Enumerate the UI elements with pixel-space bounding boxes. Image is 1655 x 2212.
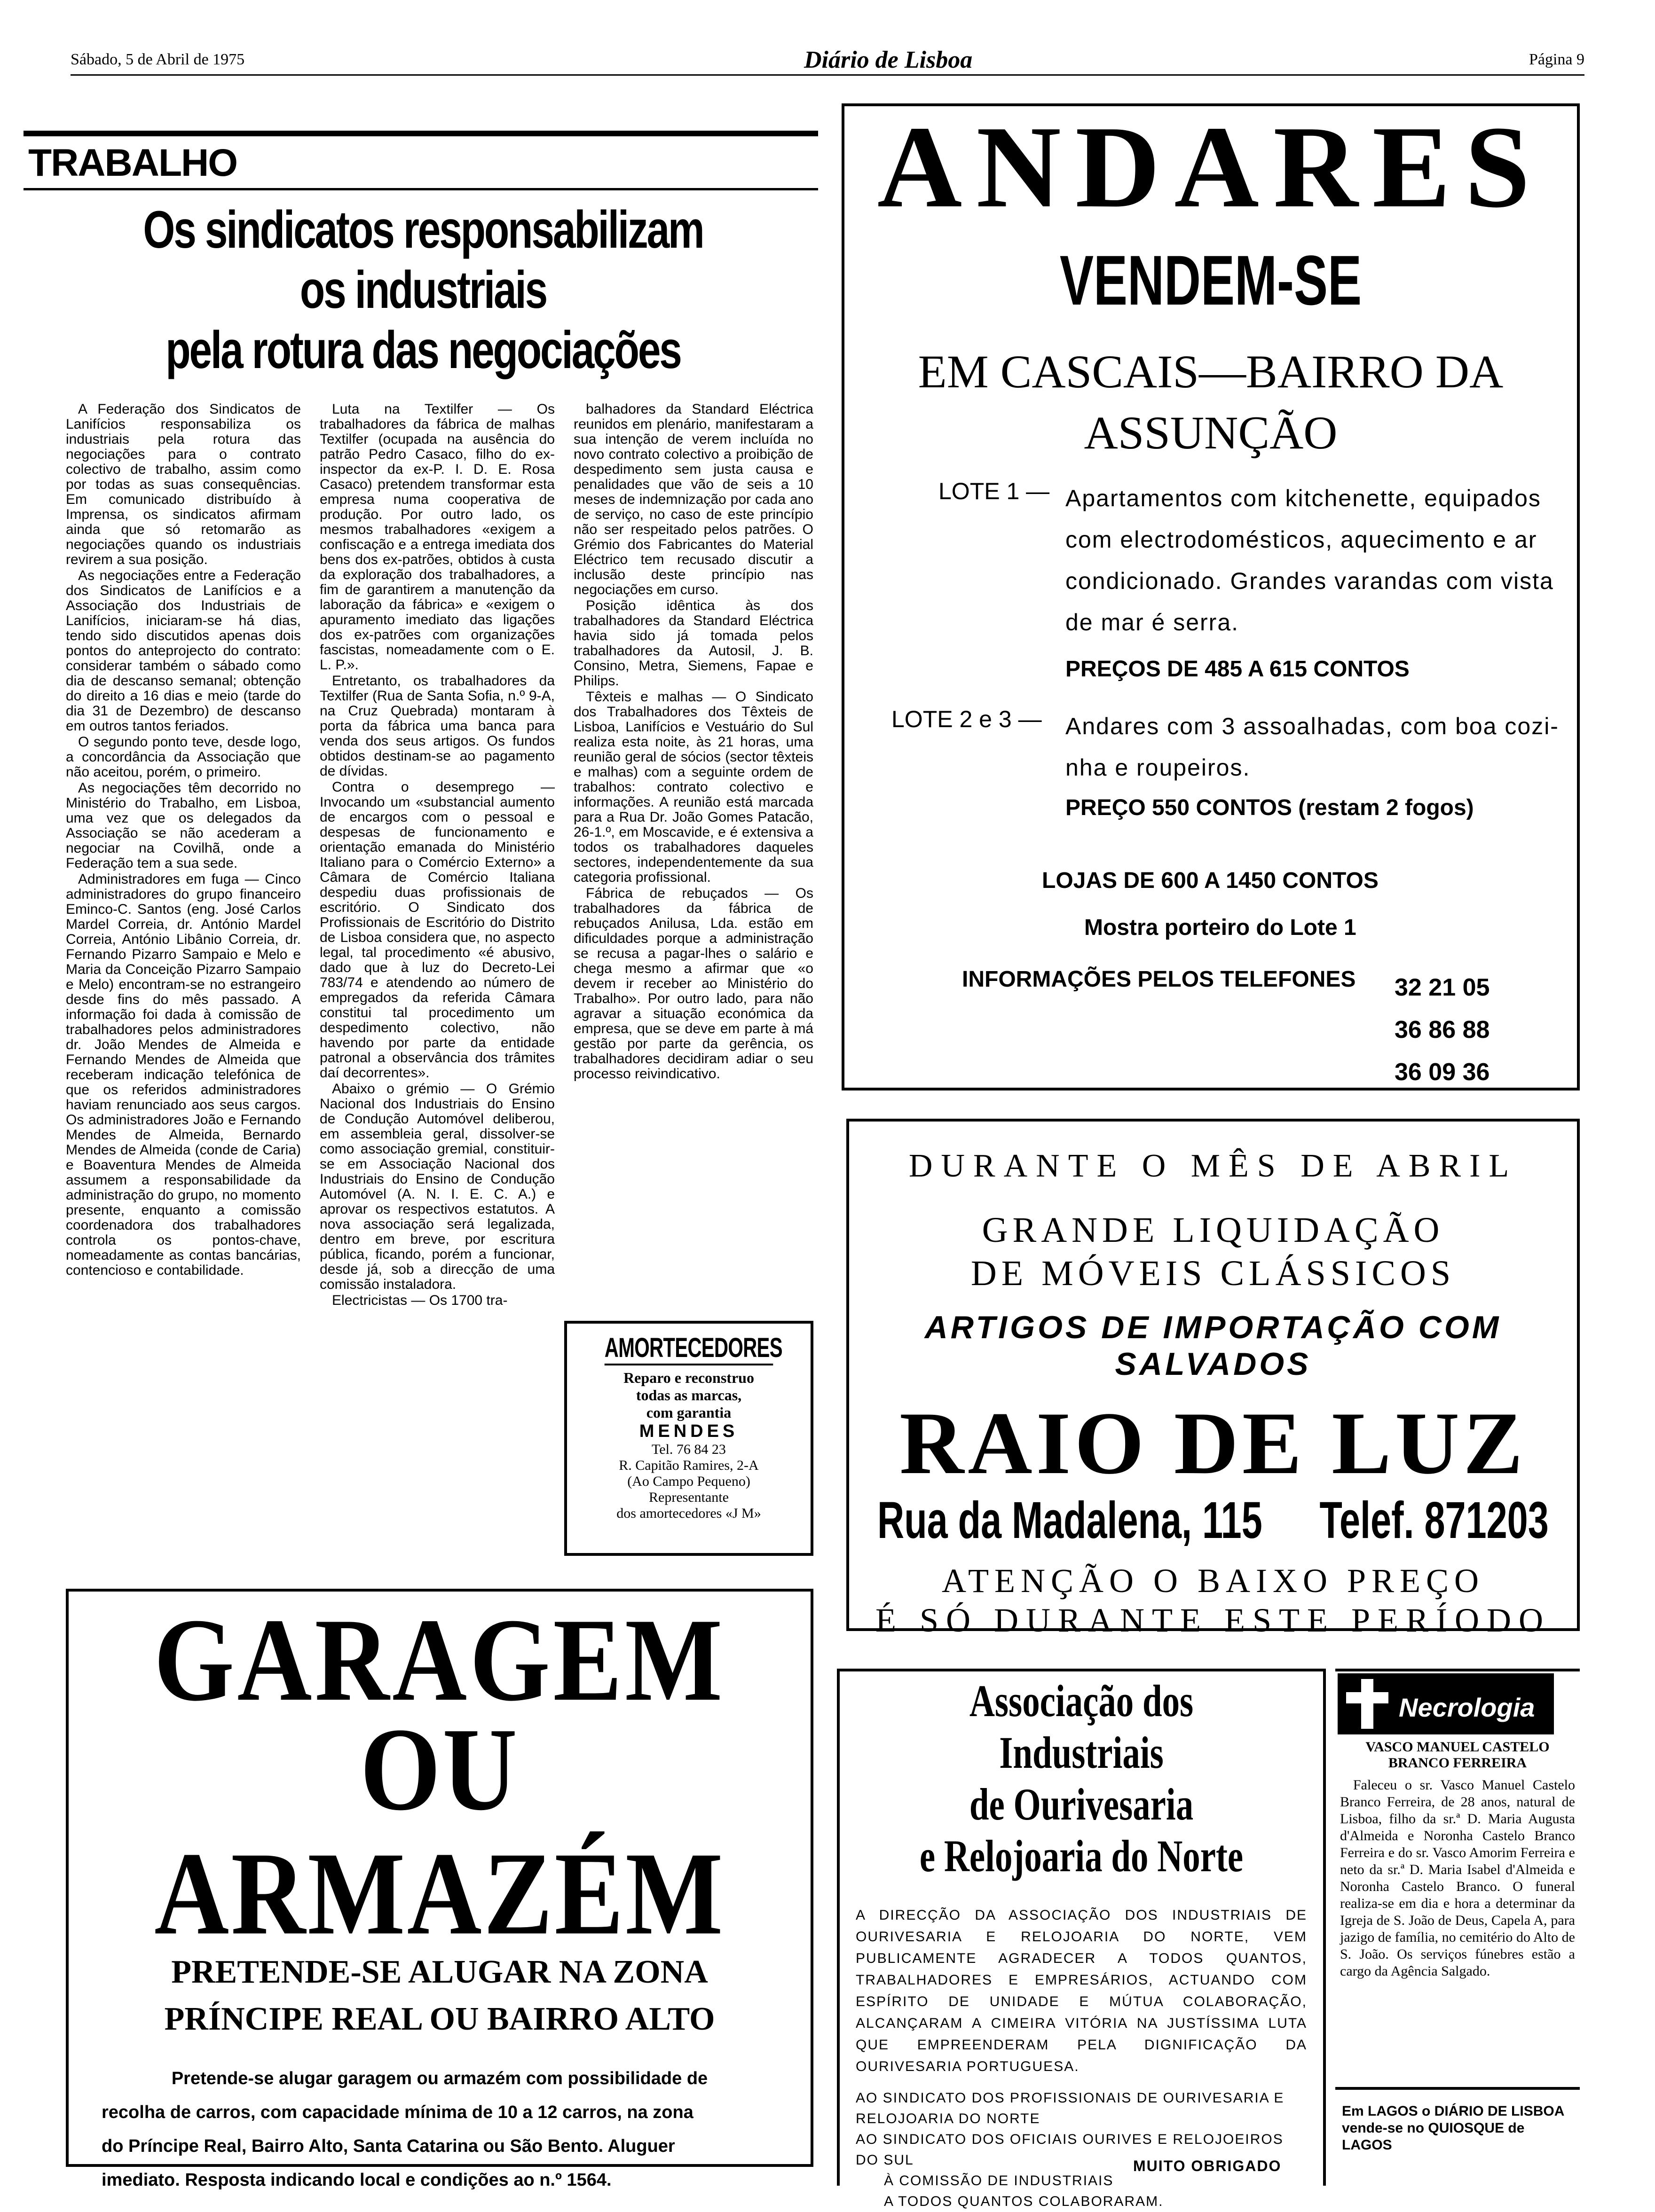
section-rule-bottom: [24, 188, 818, 190]
ad-line: Reparo e reconstruo: [623, 1369, 754, 1386]
ad-brand: MENDES: [639, 1421, 739, 1441]
headline-line: os industriais: [299, 260, 547, 319]
phone-list: [1395, 966, 1490, 1093]
paragraph: Entretanto, os trabalhadores da Textilfer (Rua de Santa Sofia, n.º 9-A, na Cruz Quebrada) montaram à porta da fábrica uma banca para venda dos seus artigos. Os fundos obtidos destinam-se ao pagamento de dívidas.: [320, 673, 555, 779]
necrologia-banner: [1338, 1673, 1554, 1734]
phone-number: 36 86 88: [1395, 1016, 1490, 1043]
notice-title: de Ourivesaria: [969, 1779, 1194, 1829]
paragraph: balhadores da Standard Eléctrica reunidos em plenário, manifestaram a sua intenção de verem incluída no novo contrato colectivo a proibição de despedimento sem justa causa e penalidades que vão de seis a 10 meses de indemnização por cada ano de serviço, no caso de este princípio não ser respeitado pelos patrões. O Grémio dos Fabricantes do Material Eléctrico tem recusado discutir a inclusão deste princípio nas negociações em curso.: [574, 401, 813, 597]
lote2-line: Andares com 3 assoalhadas, com boa cozi-: [1065, 713, 1559, 739]
paragraph: O segundo ponto teve, desde logo, a concordância da Associação que não aceitou, porém, o primeiro.: [66, 734, 301, 780]
lote1-line: condicionado. Grandes varandas com vista: [1065, 568, 1554, 594]
notice-rule: [1323, 1669, 1326, 2186]
raio-line: DE MÓVEIS CLÁSSICOS: [970, 1254, 1456, 1293]
lote2-line: nha e roupeiros.: [1065, 754, 1251, 781]
paragraph: Electricistas — Os 1700 tra-: [332, 1293, 508, 1308]
lote1-line: de mar é serra.: [1065, 609, 1239, 635]
andares-location: EM CASCAIS—BAIRRO DA ASSUNÇÃO: [918, 345, 1504, 459]
paragraph: Têxteis e malhas — O Sindicato dos Trabalhadores dos Têxteis de Lisboa, Lanifícios e Vestuário do Sul realiza esta noite, às 21 horas, uma reunião geral de sócios (sector têxteis e malhas) com a seguinte ordem de trabalhos: contrato colectivo e informações. A reunião está marcada para a Rua Dr. João Gomes Patacão, 26-1.º, em Moscavide, e é extensiva a todos os trabalhadores daqueles sectores, independentemente da sua categoria profissional.: [574, 689, 813, 885]
issue-date: Sábado, 5 de Abril de 1975: [71, 51, 245, 68]
article-column-1: [66, 402, 301, 1279]
ad-line: (Ao Campo Pequeno): [627, 1474, 750, 1489]
notice-title: e Relojoaria do Norte: [919, 1831, 1244, 1881]
garagem-subtitle: PRÍNCIPE REAL OU BAIRRO ALTO: [164, 2001, 715, 2037]
necrologia-rule: [1335, 1669, 1580, 1671]
obituary-name: VASCO MANUEL CASTELO BRANCO FERREIRA: [1365, 1739, 1550, 1771]
raio-line: ATENÇÃO O BAIXO PREÇO: [941, 1562, 1485, 1600]
necrologia-title: Necrologia: [1399, 1693, 1535, 1722]
lojas-price: LOJAS DE 600 A 1450 CONTOS: [1042, 868, 1379, 893]
paragraph: As negociações têm decorrido no Ministério do Trabalho, em Lisboa, uma vez que os delegados da Associação se não acederam a negociar na Covilhã, onde a Federação tem a sua sede.: [66, 780, 301, 871]
amortecedores-ad: [564, 1321, 813, 1556]
notice-rule: [837, 1669, 840, 2186]
info-label: INFORMAÇÕES PELOS TELEFONES: [962, 967, 1356, 992]
header-rule: [71, 74, 1584, 76]
notice-thanks: MUITO OBRIGADO: [1133, 2157, 1282, 2174]
recipient: AO SINDICATO DOS OFICIAIS OURIVES E RELOJOEIROS DO SUL: [856, 2132, 1284, 2168]
raio-line: É SÓ DURANTE ESTE PERÍODO: [875, 1601, 1551, 1639]
paragraph: Contra o desemprego — Invocando um «substancial aumento de encargos com o pessoal e despesas de funcionamento e orientação emanada do Ministério Italiano para o Comércio Externo» a Câmara de Comércio Italiana despediu duas profissionais de escritório. O Sindicato dos Profissionais de Escritório do Distrito de Lisboa considera que, no aspecto legal, tal procedimento «é abusivo, dado que à luz do Decreto-Lei 783/74 e atendendo ao número de empregados da referida Câmara constitui tal procedimento um despedimento colectivo, não havendo por parte da entidade patronal a observância dos trâmites daí decorrentes».: [320, 779, 555, 1081]
paragraph: Luta na Textilfer — Os trabalhadores da fábrica de malhas Textilfer (ocupada na ausência do patrão Pedro Casaco, filho do ex-inspector da ex-P. I. D. E. Rosa Casaco) pretendem transformar esta empresa numa cooperativa de produção. Por outro lado, os mesmos trabalhadores «exigem a confiscação e a entrega imediata dos bens dos ex-patrões, obtidos à custa da exploração dos trabalhadores, a fim de garantirem a manutenção da laboração da fábrica» e «exigem o apuramento imediato das ligações dos ex-patrões com organizações fascistas, nomeadamente com o E. L. P.».: [320, 401, 555, 673]
paragraph: Administradores em fuga — Cinco administradores do grupo financeiro Eminco-C. Santos (eng. José Carlos Mardel Correia, dr. António Mardel Correia, António Libânio Correia, dr. Fernando Pizarro Sampaio e Melo e Maria da Conceição Pizarro Sampaio e Melo) encontram-se no estrangeiro desde fins do mês passado. A informação foi dada à comissão de trabalhadores pelos administradores dr. João Mendes de Almeida e Fernando Mendes de Almeida que receberam indicação telefónica de que os referidos administradores haviam renunciado aos seus cargos. Os administradores João e Fernando Mendes de Almeida, Bernardo Mendes de Almeida (conde de Caria) e Boaventura Mendes de Almeida assumem a responsabilidade da administração do grupo, no momento presente, enquanto a comissão coordenadora dos trabalhadores controla os pontos-chave, nomeadamente as contas bancárias, contencioso e contabilidade.: [66, 871, 301, 1278]
raio-address-row: [849, 1490, 1577, 1547]
garagem-body-line: imediato. Resposta indicando local e condições ao n.º 1564.: [102, 2170, 612, 2190]
page-header: [71, 43, 1584, 76]
mostra-porteiro: Mostra porteiro do Lote 1: [1084, 915, 1356, 940]
notice-title: Associação dos Industriais: [969, 1676, 1194, 1778]
notice-recipients: [856, 2088, 1307, 2212]
garagem-title: OU ARMAZÉM: [154, 1703, 725, 1960]
recipient: A TODOS QUANTOS COLABORARAM.: [884, 2194, 1164, 2209]
lote1-description: [1065, 478, 1554, 643]
lote1-line: com electrodomésticos, aquecimento e ar: [1065, 526, 1537, 553]
lote2-label: LOTE 2 e 3 —: [891, 706, 1042, 732]
paragraph: Posição idêntica às dos trabalhadores da Standard Eléctrica haviа sido já tomada pelos trabalhadores da Autosil, J. B. Consino, Metra, Siemens, Fapae e Philips.: [574, 598, 813, 689]
headline-line: pela rotura das negociações: [166, 321, 681, 379]
lote2-description: [1065, 706, 1559, 788]
garagem-body: [102, 2062, 778, 2197]
headline-line: Os sindicatos responsabilizam: [143, 200, 703, 259]
lote1-line: Apartamentos com kitchenette, equipados: [1065, 485, 1541, 511]
article-headline: [28, 200, 818, 380]
ad-line: com garantia: [646, 1404, 732, 1421]
obituary-body: Faleceu o sr. Vasco Manuel Castelo Branco Ferreira, de 28 anos, natural de Lisboa, filho da sr.ª D. Maria Augusta d'Almeida e Noronha Castelo Branco Ferreira e do sr. Vasco Amorim Ferreira e neto da sr.ª D. Maria Isabel d'Almeida e Noronha Castelo Branco. O funeral realiza-se em dia e hora a determinar da Igreja de S. João de Deus, Capela A, para jazigo de família, no cemitério do Alto de S. João. Os serviços fúnebres estão a cargo da Agência Salgado.: [1340, 1777, 1575, 1979]
necrologia: [1335, 1669, 1580, 2078]
ad-address: R. Capitão Ramires, 2-A: [619, 1458, 759, 1473]
recipient: AO SINDICATO DOS PROFISSIONAIS DE OURIVESARIA E RELOJOARIA DO NORTE: [856, 2090, 1285, 2126]
garagem-subtitle: PRETENDE-SE ALUGAR NA ZONA: [171, 1954, 708, 1990]
lote1-price: PREÇOS DE 485 A 615 CONTOS: [1065, 657, 1410, 682]
notice-rule: [837, 1669, 1326, 1671]
ad-line: todas as marcas,: [636, 1387, 742, 1404]
lagos-rule: [1335, 2087, 1580, 2090]
raio-store-name: RAIO DE LUZ: [899, 1394, 1527, 1493]
ad-title: AMORTECEDORES: [605, 1332, 773, 1365]
garagem-body-line: recolha de carros, com capacidade mínima de 10 a 12 carros, na zona: [102, 2102, 694, 2122]
ourivesaria-notice: [837, 1669, 1326, 2209]
paragraph: As negociações entre a Federação dos Sindicatos de Lanifícios e a Associação dos Industriais de Lanifícios, iniciaram-se há dias, tendo sido discutidos apenas dois pontos do anteprojecto do contrato: considerar também o sábado como dia de descanso semanal; obtenção do direito a 16 dias e meio (tarde do dia 31 de Dezembro) de descanso em outros tantos feriados.: [66, 568, 301, 734]
masthead: Diário de Lisboa: [804, 47, 973, 73]
andares-ad: [842, 103, 1580, 1090]
andares-title: ANDARES: [877, 102, 1545, 232]
raio-line: ARTIGOS DE IMPORTAÇÃO COM SALVADOS: [924, 1310, 1502, 1382]
ad-line: dos amortecedores «J M»: [616, 1506, 761, 1521]
ad-line: Representante: [649, 1490, 729, 1505]
phone-number: 32 21 05: [1395, 974, 1490, 1001]
article-column-3: [574, 402, 813, 1082]
article-column-2: [320, 402, 555, 1309]
paragraph: A Federação dos Sindicatos de Lanifícios responsabiliza os industriais pela rotura das negociações para o contrato colectivo de trabalho, assim como por todas as suas consequências. Em comunicado distribuído à Imprensa, os sindicatos afirmam ainda que só retomarão as negociações quando os industriais revirem a sua posição.: [66, 401, 301, 567]
paragraph: Abaixo o grémio — O Grémio Nacional dos Industriais do Ensino de Condução Automóvel deliberou, em assembleia geral, dissolver-se como associação gremial, constituir-se em Associação Nacional dos Industriais do Ensino de Condução Automóvel (A. N. I. E. C. A.) e aprovar os respectivos estatutos. A nova associação será legalizada, dentro em breve, por escritura pública, ficando, porém a funcionar, desde já, sob a direcção de uma comissão instaladora.: [320, 1081, 555, 1292]
recipient: À COMISSÃO DE INDUSTRIAIS: [884, 2173, 1114, 2188]
cross-icon: [1341, 1673, 1393, 1734]
section-label: TRABALHO: [28, 141, 237, 184]
lagos-text: Em LAGOS o DIÁRIO DE LISBOA vende-se no QUIOSQUE de LAGOS: [1342, 2103, 1564, 2153]
lote1-label: LOTE 1 —: [938, 478, 1050, 504]
section-rule-top: [24, 131, 818, 136]
paragraph: Fábrica de rebuçados — Os trabalhadores da fábrica de rebuçados Anilusa, Lda. estão em dificuldades porque a administração se recusa a pagar-lhes o salário e chega mesmo a afirmar que «o devem ir receber ao Ministério do Trabalho». Por outro lado, para não agravar a situação económica da empresa, que se deve em parte à má gestão por parte da gerência, os trabalhadores decidiram adiar o seu processo reivindicativo.: [574, 886, 813, 1082]
andares-subtitle: VENDEM-SE: [1059, 241, 1362, 320]
raio-line: DURANTE O MÊS DE ABRIL: [908, 1148, 1518, 1184]
raio-address: Rua da Madalena, 115: [877, 1491, 1262, 1549]
garagem-ad: [66, 1589, 813, 2190]
raio-line: GRANDE LIQUIDAÇÃO: [982, 1210, 1444, 1250]
notice-body: A DIRECÇÃO DA ASSOCIAÇÃO DOS INDUSTRIAIS DE OURIVESARIA E RELOJOARIA DO NORTE, VEM PUBLICAMENTE AGRADECER A TODOS QUANTOS, TRABALHADORES E EMPRESÁRIOS, ACTUANDO COM ESPÍRITO DE UNIDADE E MÚTUA COLABORAÇÃO, ALCANÇARAM A CIMEIRA VITÓRIA NA JUSTÍSSIMA LUTA QUE EMPREENDERAM PELA DIGNIFICAÇÃO DA OURIVESARIA PORTUGUESA.: [856, 1907, 1307, 2074]
ad-phone: Tel. 76 84 23: [652, 1442, 726, 1457]
page-number: Página 9: [1529, 51, 1584, 68]
lagos-notice: [1335, 2087, 1580, 2167]
garagem-title: GARAGEM: [154, 1593, 725, 1726]
lote2-price: PREÇO 550 CONTOS (restam 2 fogos): [1065, 795, 1474, 820]
raio-phone: Telef. 871203: [1319, 1491, 1549, 1549]
garagem-body-line: do Príncipe Real, Bairro Alto, Santa Catarina ou São Bento. Aluguer: [102, 2136, 675, 2156]
phone-number: 36 09 36: [1395, 1059, 1490, 1086]
raio-de-luz-ad: [846, 1119, 1580, 1639]
garagem-body-line: Pretende-se alugar garagem ou armazém com possibilidade de: [171, 2069, 708, 2088]
